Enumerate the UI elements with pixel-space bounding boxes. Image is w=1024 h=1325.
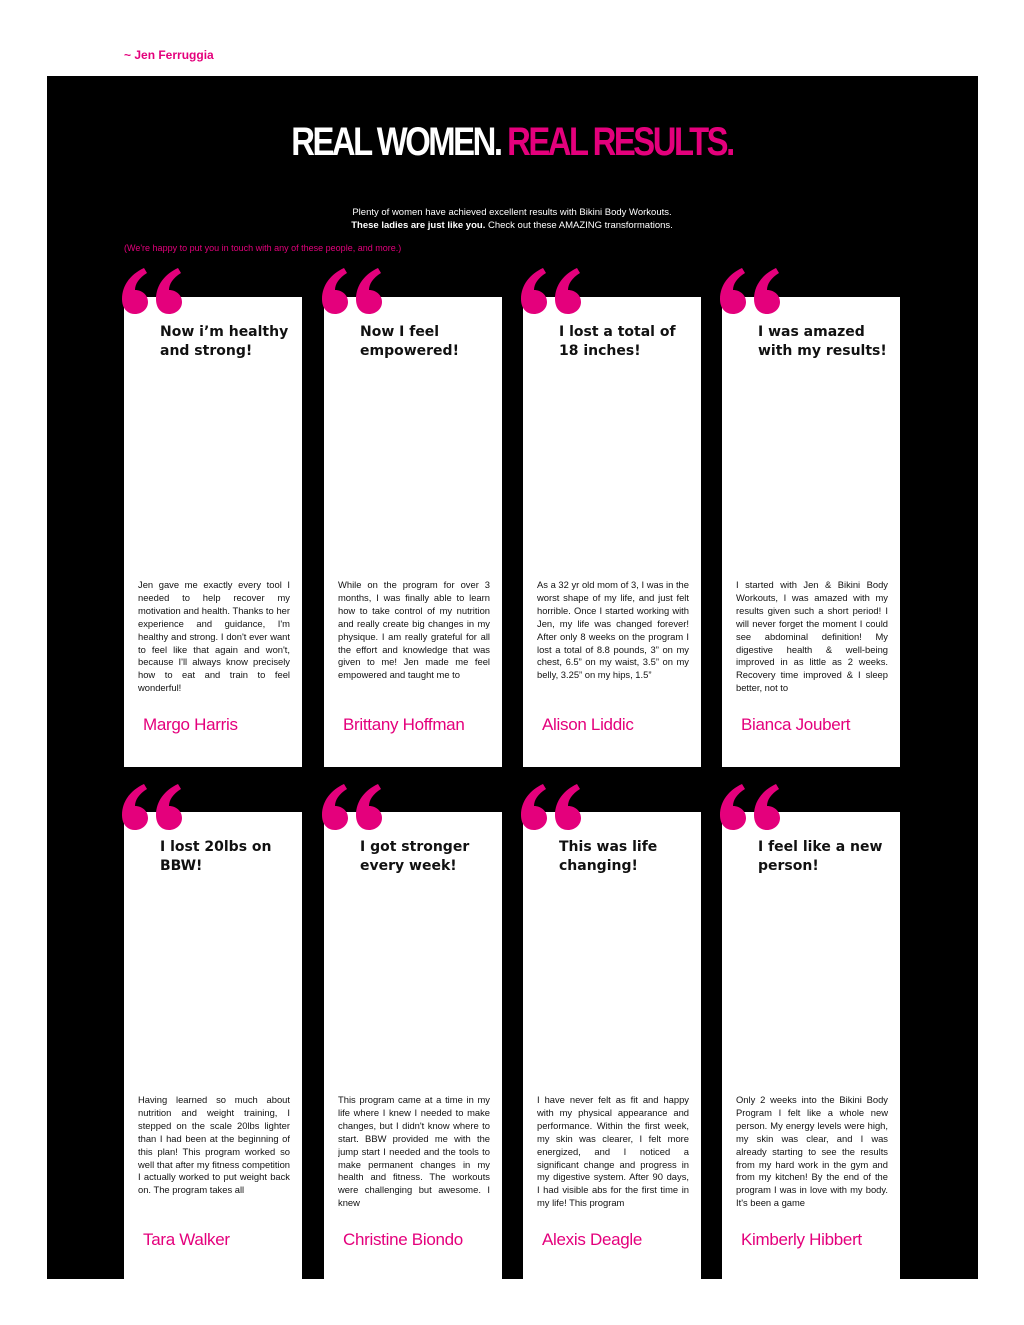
- quote-icon: [720, 784, 784, 830]
- testimonial-body: Jen gave me exactly every tool I needed to help recover my motivation and health. Thanks to her experience and guidance, I'm healthy and strong. I don't ever want to feel like that again and won't, because I'll always know precisely how to eat and train to feel wonderful!: [138, 579, 290, 694]
- testimonial-name: Tara Walker: [143, 1230, 230, 1249]
- testimonial-name: Bianca Joubert: [741, 715, 851, 734]
- testimonial-card: [124, 297, 302, 767]
- quote-icon: [521, 784, 585, 830]
- testimonial-card: [722, 297, 900, 767]
- testimonial-card: [722, 812, 900, 1279]
- testimonial-card: [124, 812, 302, 1279]
- testimonial-body: While on the program for over 3 months, I was finally able to learn how to take control of my nutrition and really create big changes in my physique. I am really grateful for all the effort and knowledge that was given to me! Jen made me feel empowered and taught me to: [338, 579, 490, 681]
- testimonial-body: I have never felt as fit and happy with my physical appearance and performance. Within the first week, my skin was clearer, I felt more energized, and I noticed a significant change and progress in my digestive system. After 90 days, I had visible abs for the first time in my life! This program: [537, 1094, 689, 1209]
- testimonial-title: I got stronger every week!: [360, 839, 470, 874]
- quote-icon: [122, 784, 186, 830]
- quote-icon: [521, 268, 585, 314]
- testimonial-body: I started with Jen & Bikini Body Workouts, I was amazed with my results given such a short period! I will never forget the moment I could see abdominal definition! My digestive health & well-being improved in as little as 2 weeks. Recovery time improved & I sleep better, not to: [736, 579, 888, 694]
- quote-icon: [122, 268, 186, 314]
- intro-line: Plenty of women have achieved excellent results with Bikini Body Workouts.: [352, 207, 672, 218]
- author-attribution: ~ Jen Ferruggia: [124, 48, 214, 62]
- contact-note: (We're happy to put you in touch with any of these people, and more.): [124, 243, 402, 253]
- headline-white: REAL WOMEN.: [291, 120, 501, 164]
- testimonial-card: [523, 812, 701, 1279]
- quote-icon: [720, 268, 784, 314]
- testimonial-title: This was life changing!: [559, 839, 658, 874]
- testimonial-name: Brittany Hoffman: [343, 715, 465, 734]
- testimonial-card: [324, 812, 502, 1279]
- testimonial-body: As a 32 yr old mom of 3, I was in the worst shape of my life, and just felt horrible. Once I started working with Jen, my life was changed forever! After only 8 weeks on the program I lost a total of 8.8 pounds, 3” on my chest, 6.5” on my waist, 3.5” on my belly, 3.25” on my hips, 1.5”: [537, 579, 689, 681]
- quote-icon: [322, 268, 386, 314]
- testimonial-name: Margo Harris: [143, 715, 238, 734]
- testimonial-title: I was amazed with my results!: [758, 324, 887, 359]
- headline-pink: REAL RESULTS.: [507, 120, 733, 164]
- intro-bold: These ladies are just like you.: [351, 220, 486, 231]
- page-headline: [92, 120, 932, 165]
- testimonial-title: I lost a total of 18 inches!: [559, 324, 676, 359]
- intro-text: [300, 206, 724, 232]
- testimonial-title: I lost 20lbs on BBW!: [160, 839, 272, 874]
- testimonial-name: Alison Liddic: [542, 715, 634, 734]
- intro-rest: Check out these AMAZING transformations.: [485, 220, 673, 231]
- quote-icon: [322, 784, 386, 830]
- testimonial-title: I feel like a new person!: [758, 839, 883, 874]
- testimonial-title: Now i’m healthy and strong!: [160, 324, 289, 359]
- testimonial-body: This program came at a time in my life where I knew I needed to make changes, but I didn't know where to start. BBW provided me with the jump start I needed and the tools to make permanent changes in my health and fitness. The workouts were challenging but awesome. I knew: [338, 1094, 490, 1209]
- testimonial-name: Alexis Deagle: [542, 1230, 643, 1249]
- testimonial-body: Having learned so much about nutrition and weight training, I stepped on the scale 20lbs lighter than I had been at the beginning of this plan! This program worked so well that after my fitness competition I actually worked to put weight back on. The program takes all: [138, 1094, 290, 1196]
- testimonial-card: [324, 297, 502, 767]
- testimonial-name: Kimberly Hibbert: [741, 1230, 862, 1249]
- testimonial-card: [523, 297, 701, 767]
- testimonial-body: Only 2 weeks into the Bikini Body Program I felt like a whole new person. My energy levels were high, my skin was clear, and I was already starting to see the results from my hard work in the gym and from my kitchen! By the end of the program I was in love with my body. It's been a game: [736, 1094, 888, 1209]
- testimonial-title: Now I feel empowered!: [360, 324, 459, 359]
- testimonial-name: Christine Biondo: [343, 1230, 463, 1249]
